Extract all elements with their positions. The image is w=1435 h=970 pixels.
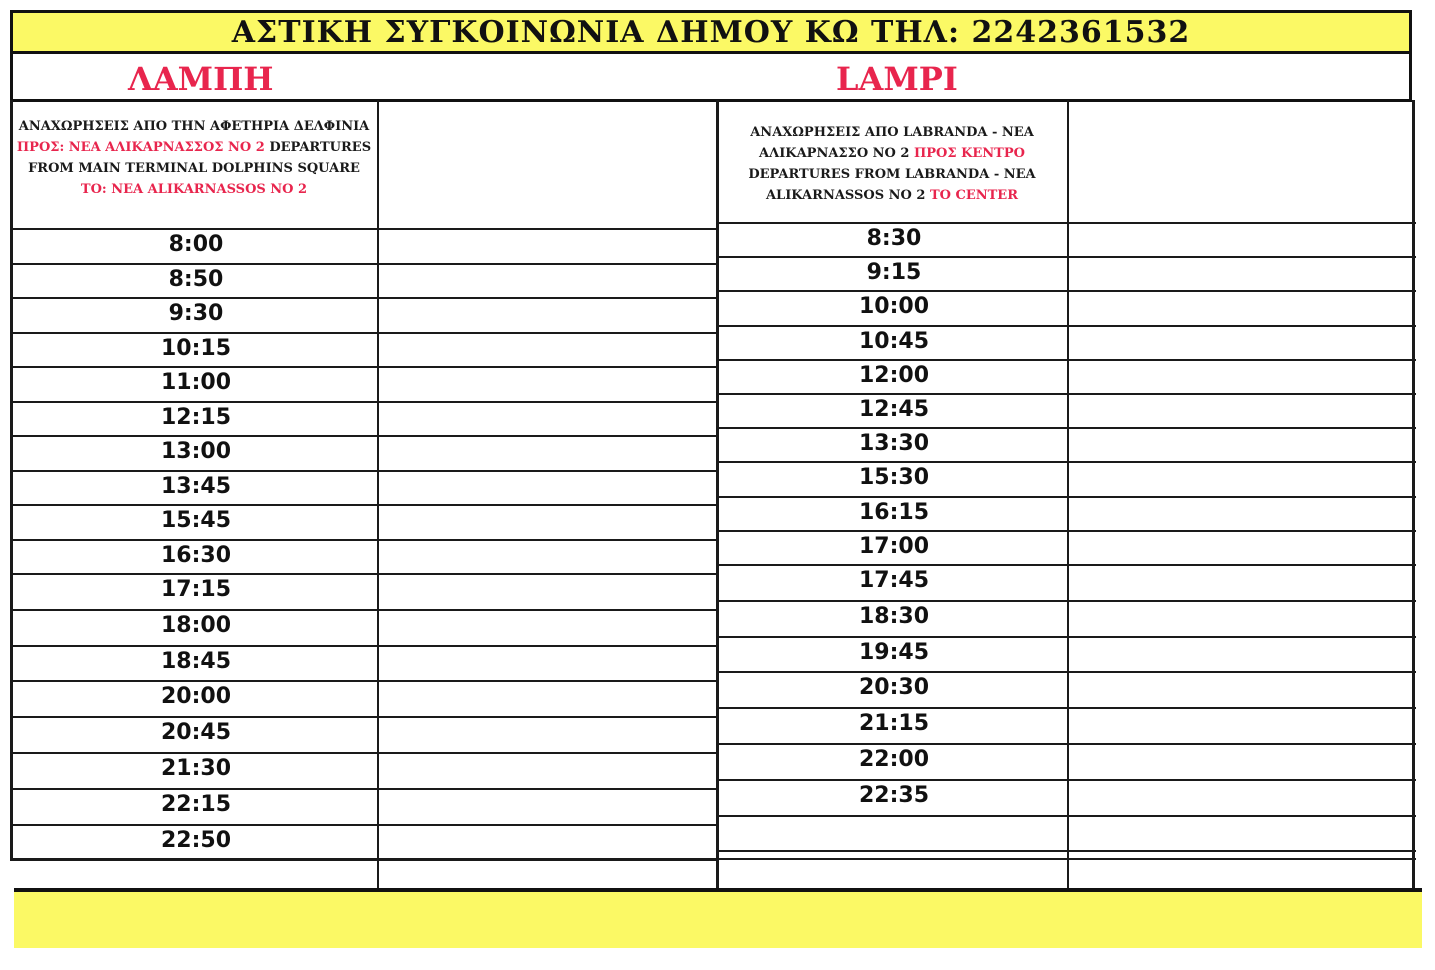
table-row-line [717,707,1416,709]
table-row-line [717,815,1416,817]
table-row-line [717,671,1416,673]
inbound-description [728,122,1056,206]
outbound-departure-time: 20:00 [160,684,232,709]
inbound-departure-time: 22:00 [858,747,930,772]
outbound-departure-time: 22:50 [160,828,232,853]
outbound-departure-time: 17:15 [160,577,232,602]
outbound-departure-time: 21:30 [160,756,232,781]
outbound-departure-time: 16:30 [160,543,232,568]
outbound-departure-time: 12:15 [160,405,232,430]
table-row-line [10,504,717,506]
header-title: ΑΣΤΙΚΗ ΣΥΓΚΟΙΝΩΝΙΑ ΔΗΜΟΥ ΚΩ ΤΗΛ: 2242361532 [231,14,1191,50]
outbound-departure-time: 8:00 [168,232,224,257]
outer-left-border [10,100,13,860]
table-row-line [717,256,1416,258]
table-row-line [717,290,1416,292]
table-row-line [10,297,717,299]
outbound-departure-time: 11:00 [160,370,232,395]
table-row-line [717,359,1416,361]
route-name-english: LAMPI [836,60,958,98]
table-row-line [717,850,1416,852]
inbound-departure-time: 12:45 [858,397,930,422]
table-row-line [717,461,1416,463]
outbound-departure-time: 15:45 [160,508,232,533]
table-row-line [10,435,717,437]
table-row-line [10,716,717,718]
inbound-departure-time: 8:30 [866,226,922,251]
table-row-line [717,496,1416,498]
inbound-desc-greek: ΑΝΑΧΩΡΗΣΕΙΣ ΑΠΟ LABRANDA - ΝΕΑ ΑΛΙΚΑΡΝΑΣΣΟ ΝΟ 2 [750,125,1034,161]
table-row-line [10,401,717,403]
table-row-line [717,427,1416,429]
table-row-line [717,564,1416,566]
outbound-desc-greek: ΑΝΑΧΩΡΗΣΕΙΣ ΑΠΟ ΤΗΝ ΑΦΕΤΗΡΙΑ ΔΕΛΦΙΝΙΑ [18,119,370,134]
table-row-line [10,680,717,682]
table-row-line [10,470,717,472]
outbound-description [16,116,372,200]
table-bottom-line [10,858,1416,860]
inbound-departure-time: 22:35 [858,783,930,808]
desc-bottom-line [10,228,717,230]
outbound-departure-time: 18:45 [160,649,232,674]
table-row-line [10,539,717,541]
inbound-departure-time: 19:45 [858,640,930,665]
outbound-departure-time: 10:15 [160,336,232,361]
outbound-desc-english-destination: TO: NEA ALIKARNASSOS NO 2 [80,182,308,197]
outbound-departure-time: 13:00 [160,439,232,464]
timetable-footer [14,888,1422,948]
table-row-line [717,743,1416,745]
inbound-desc-greek-destination: ΠΡΟΣ ΚΕΝΤΡΟ [913,146,1025,161]
timetable-header [10,10,1412,54]
route-name-greek: ΛΑΜΠΗ [128,60,274,98]
inbound-departure-time: 18:30 [858,604,930,629]
column-divider [377,100,379,890]
inbound-departure-time: 16:15 [858,500,930,525]
table-row-line [10,573,717,575]
table-row-line [10,366,717,368]
inbound-departure-time: 17:00 [858,534,930,559]
outbound-departure-time: 13:45 [160,474,232,499]
table-row-line [717,325,1416,327]
inbound-departure-time: 10:00 [858,294,930,319]
table-row-line [10,645,717,647]
desc-bottom-line [717,222,1416,224]
outer-right-border [1412,100,1415,890]
inbound-departure-time: 12:00 [858,363,930,388]
outbound-departure-time: 22:15 [160,792,232,817]
route-divider [716,100,719,890]
inbound-departure-time: 21:15 [858,711,930,736]
outbound-departure-time: 8:50 [168,267,224,292]
inbound-departure-time: 17:45 [858,568,930,593]
table-row-line [717,779,1416,781]
column-divider [1067,100,1069,890]
inbound-departure-time: 10:45 [858,329,930,354]
outbound-departure-time: 18:00 [160,613,232,638]
inbound-departure-time: 13:30 [858,431,930,456]
table-row-line [717,530,1416,532]
table-row-line [10,788,717,790]
inbound-departure-time: 15:30 [858,465,930,490]
outbound-departure-time: 9:30 [168,301,224,326]
outbound-desc-english: DEPARTURES FROM MAIN TERMINAL DOLPHINS SQUARE [28,140,372,176]
route-title-row [10,54,1412,102]
table-row-line [10,752,717,754]
table-row-line [717,393,1416,395]
table-row-line [10,824,717,826]
table-row-line [10,332,717,334]
table-row-line [10,263,717,265]
table-row-line [717,636,1416,638]
outbound-departure-time: 20:45 [160,720,232,745]
inbound-desc-english: DEPARTURES FROM LABRANDA - NEA ALIKARNASSOS NO 2 [748,167,1036,203]
table-row-line [10,609,717,611]
inbound-departure-time: 9:15 [866,260,922,285]
inbound-desc-english-destination: TO CENTER [929,188,1019,203]
table-row-line [717,600,1416,602]
outbound-desc-greek-destination: ΠΡΟΣ: ΝΕΑ ΑΛΙΚΑΡΝΑΣΣΟΣ ΝΟ 2 [16,140,265,155]
inbound-departure-time: 20:30 [858,675,930,700]
